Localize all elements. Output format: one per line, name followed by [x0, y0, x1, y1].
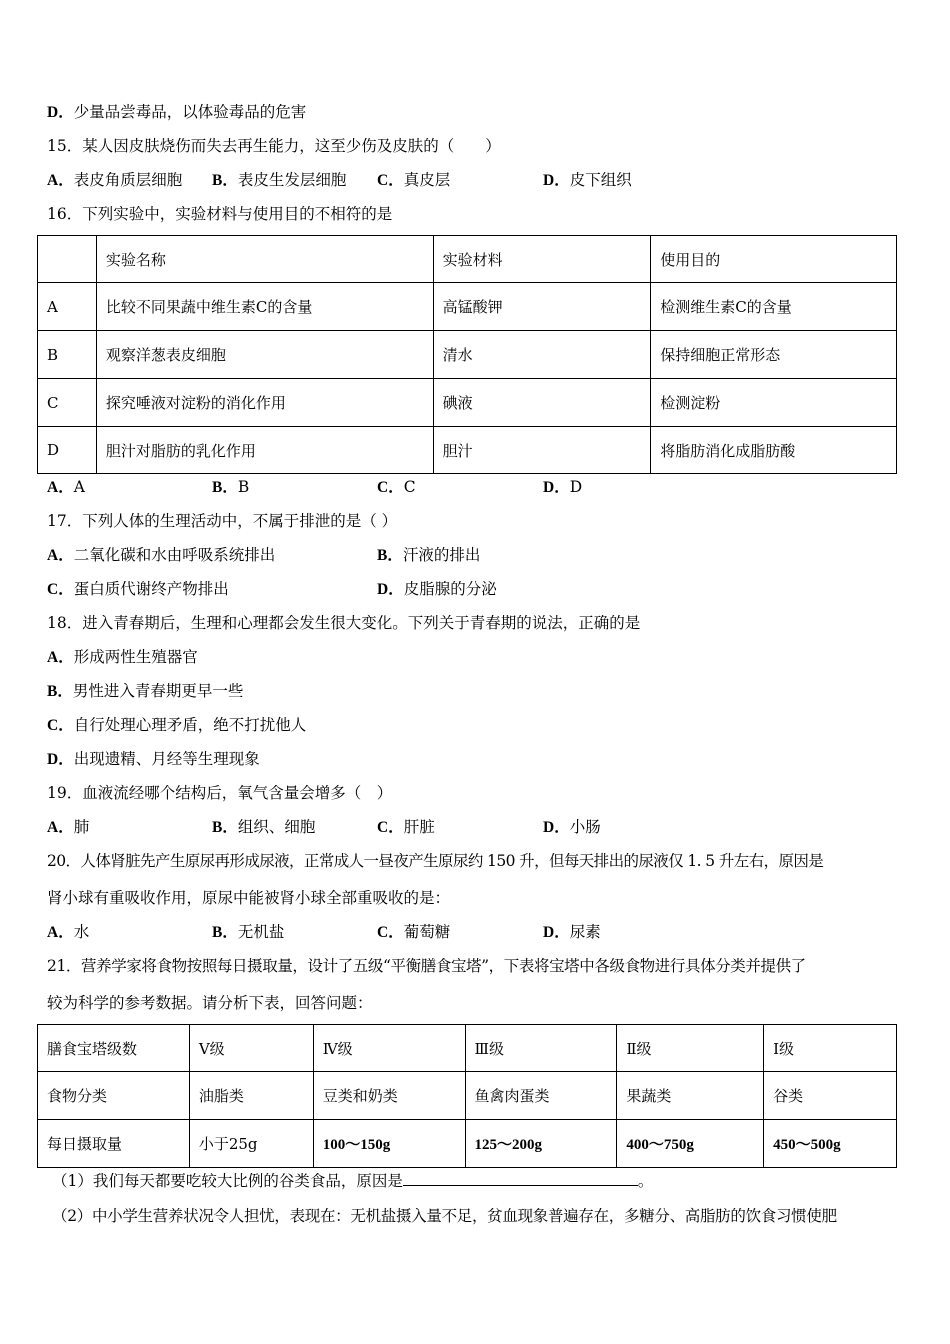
q16-table — [37, 235, 897, 474]
table-cell: A — [38, 283, 97, 331]
table-cell: 450～500g — [764, 1120, 897, 1168]
table-row — [38, 1072, 897, 1120]
table-cell: 鱼禽肉蛋类 — [465, 1072, 617, 1120]
option-letter: D． — [543, 819, 570, 836]
table-header-cell: 使用目的 — [651, 236, 897, 283]
option-text: 少量品尝毒品，以体验毒品的危害 — [73, 103, 307, 121]
option-text: 自行处理心理矛盾，绝不打扰他人 — [73, 716, 307, 734]
q16-option-c[interactable] — [377, 477, 416, 498]
option-letter: C． — [47, 581, 74, 598]
table-header-cell: 实验名称 — [96, 236, 433, 283]
table-cell: 观察洋葱表皮细胞 — [96, 331, 433, 379]
q15-option-b[interactable] — [212, 170, 346, 191]
table-cell: 果蔬类 — [617, 1072, 764, 1120]
q19-option-c[interactable] — [377, 817, 435, 838]
q19-stem: 19．血液流经哪个结构后，氧气含量会增多（ ） — [47, 784, 393, 802]
option-letter: C． — [377, 819, 404, 836]
option-letter: D． — [377, 581, 404, 598]
option-text: 男性进入青春期更早一些 — [72, 682, 244, 700]
table-cell: B — [38, 331, 97, 379]
q16-option-a[interactable] — [47, 477, 85, 498]
option-text: 小肠 — [569, 818, 601, 836]
q17-option-b[interactable] — [377, 545, 480, 566]
table-cell: Ⅲ级 — [465, 1025, 617, 1072]
option-text: 无机盐 — [237, 923, 285, 941]
table-cell: 检测淀粉 — [651, 379, 897, 427]
option-letter: B． — [377, 547, 403, 564]
table-cell: 膳食宝塔级数 — [38, 1025, 190, 1072]
q17-option-c[interactable] — [47, 579, 229, 600]
table-cell: 油脂类 — [189, 1072, 313, 1120]
option-text: 葡萄糖 — [403, 923, 451, 941]
q18-stem: 18．进入青春期后，生理和心理都会发生很大变化。下列关于青春期的说法，正确的是 — [47, 614, 641, 632]
table-header-row — [38, 236, 897, 283]
q14-option-d — [47, 102, 306, 123]
q15-option-a[interactable] — [47, 170, 182, 191]
option-letter: B． — [212, 479, 238, 496]
option-text: 真皮层 — [403, 171, 451, 189]
table-cell: Ⅱ级 — [617, 1025, 764, 1072]
table-cell: 胆汁对脂肪的乳化作用 — [96, 427, 433, 474]
q19-option-a[interactable] — [47, 817, 89, 838]
q20-stem-line2: 肾小球有重吸收作用，原尿中能被肾小球全部重吸收的是： — [47, 889, 451, 907]
table-cell: 100～150g — [313, 1120, 465, 1168]
option-text: 肺 — [73, 818, 90, 836]
table-cell: Ⅰ级 — [764, 1025, 897, 1072]
table-header-cell — [38, 236, 97, 283]
table-cell: 探究唾液对淀粉的消化作用 — [96, 379, 433, 427]
option-text: 皮下组织 — [569, 171, 632, 189]
table-cell: 豆类和奶类 — [313, 1072, 465, 1120]
q17-option-a[interactable] — [47, 545, 275, 566]
option-letter: B． — [212, 819, 238, 836]
q21-stem-line1: 21．营养学家将食物按照每日摄取量，设计了五级“平衡膳食宝塔”，下表将宝塔中各级食物进行具体分类并提供了 — [47, 957, 806, 975]
table-cell: 小于25g — [189, 1120, 313, 1168]
table-cell: C — [38, 379, 97, 427]
q15-stem: 15．某人因皮肤烧伤而失去再生能力，这至少伤及皮肤的（ ） — [47, 137, 501, 155]
option-text: 表皮生发层细胞 — [237, 171, 347, 189]
table-cell: 谷类 — [764, 1072, 897, 1120]
table-cell: Ⅴ级 — [189, 1025, 313, 1072]
q20-option-a[interactable] — [47, 922, 89, 943]
q21-stem-line2: 较为科学的参考数据。请分析下表，回答问题： — [47, 994, 373, 1012]
option-text: 二氧化碳和水由呼吸系统排出 — [73, 546, 276, 564]
table-cell: 125～200g — [465, 1120, 617, 1168]
option-letter: B． — [47, 683, 73, 700]
option-letter: A． — [47, 924, 74, 941]
q16-stem: 16．下列实验中，实验材料与使用目的不相符的是 — [47, 205, 393, 223]
option-text: B — [237, 478, 250, 496]
option-text: D — [569, 478, 583, 496]
option-letter: D． — [543, 479, 570, 496]
table-cell: 检测维生素C的含量 — [651, 283, 897, 331]
option-letter: A． — [47, 479, 74, 496]
table-row — [38, 379, 897, 427]
table-cell: Ⅳ级 — [313, 1025, 465, 1072]
option-text: 表皮角质层细胞 — [73, 171, 183, 189]
table-row — [38, 283, 897, 331]
q17-stem: 17．下列人体的生理活动中，不属于排泄的是（ ） — [47, 512, 398, 530]
option-letter: C． — [377, 924, 404, 941]
option-letter: D． — [543, 924, 570, 941]
option-text: 皮脂腺的分泌 — [403, 580, 497, 598]
q18-option-b[interactable] — [47, 681, 243, 702]
option-letter: D． — [47, 751, 74, 768]
option-text: 出现遗精、月经等生理现象 — [73, 750, 260, 768]
table-row — [38, 1025, 897, 1072]
answer-blank[interactable] — [403, 1171, 638, 1186]
table-cell: 食物分类 — [38, 1072, 190, 1120]
q17-option-d[interactable] — [377, 579, 497, 600]
option-text: 组织、细胞 — [237, 818, 316, 836]
q20-stem-line1: 20．人体肾脏先产生原尿再形成尿液，正常成人一昼夜产生原尿约 150 升，但每天排出的尿液仅 1. 5 升左右，原因是 — [47, 852, 824, 870]
option-letter: A． — [47, 547, 74, 564]
table-cell: 将脂肪消化成脂肪酸 — [651, 427, 897, 474]
table-cell: D — [38, 427, 97, 474]
table-cell: 比较不同果蔬中维生素C的含量 — [96, 283, 433, 331]
q18-option-c[interactable] — [47, 715, 306, 736]
table-row — [38, 427, 897, 474]
option-text: 蛋白质代谢终产物排出 — [73, 580, 229, 598]
table-cell: 碘液 — [433, 379, 651, 427]
option-letter: D． — [543, 172, 570, 189]
table-cell: 400～750g — [617, 1120, 764, 1168]
q19-option-b[interactable] — [212, 817, 315, 838]
table-row — [38, 331, 897, 379]
option-text: C — [403, 478, 416, 496]
q15-option-d[interactable] — [543, 170, 632, 191]
option-letter: A． — [47, 172, 74, 189]
q20-option-c[interactable] — [377, 922, 450, 943]
option-letter: A． — [47, 649, 74, 666]
sub1-prefix: （1）我们每天都要吃较大比例的谷类食品，原因是 — [52, 1172, 403, 1190]
option-text: 水 — [73, 923, 90, 941]
q19-option-d[interactable] — [543, 817, 601, 838]
option-letter: B． — [212, 172, 238, 189]
q16-option-d[interactable] — [543, 477, 582, 498]
option-letter: A． — [47, 819, 74, 836]
option-text: 肝脏 — [403, 818, 435, 836]
table-cell: 胆汁 — [433, 427, 651, 474]
table-cell: 保持细胞正常形态 — [651, 331, 897, 379]
q21-sub1 — [52, 1171, 653, 1191]
q18-option-d[interactable] — [47, 749, 260, 770]
q18-option-a[interactable] — [47, 647, 198, 668]
option-text: 尿素 — [569, 923, 601, 941]
q15-option-c[interactable] — [377, 170, 450, 191]
option-letter: D． — [47, 104, 74, 121]
table-cell: 清水 — [433, 331, 651, 379]
table-cell: 每日摄取量 — [38, 1120, 190, 1168]
option-letter: C． — [47, 717, 74, 734]
option-letter: B． — [212, 924, 238, 941]
table-row — [38, 1120, 897, 1168]
q21-table — [37, 1024, 897, 1168]
table-header-cell: 实验材料 — [433, 236, 651, 283]
option-text: 汗液的排出 — [402, 546, 481, 564]
q16-option-b[interactable] — [212, 477, 249, 498]
q21-sub2: （2）中小学生营养状况令人担忧，表现在：无机盐摄入量不足，贫血现象普遍存在，多糖分、高脂肪的饮食习惯使肥 — [52, 1207, 837, 1225]
option-text: 形成两性生殖器官 — [73, 648, 198, 666]
option-text: A — [73, 478, 85, 496]
option-letter: C． — [377, 172, 404, 189]
option-letter: C． — [377, 479, 404, 496]
table-cell: 高锰酸钾 — [433, 283, 651, 331]
sub1-suffix: 。 — [637, 1172, 654, 1190]
q20-option-d[interactable] — [543, 922, 601, 943]
q20-option-b[interactable] — [212, 922, 284, 943]
